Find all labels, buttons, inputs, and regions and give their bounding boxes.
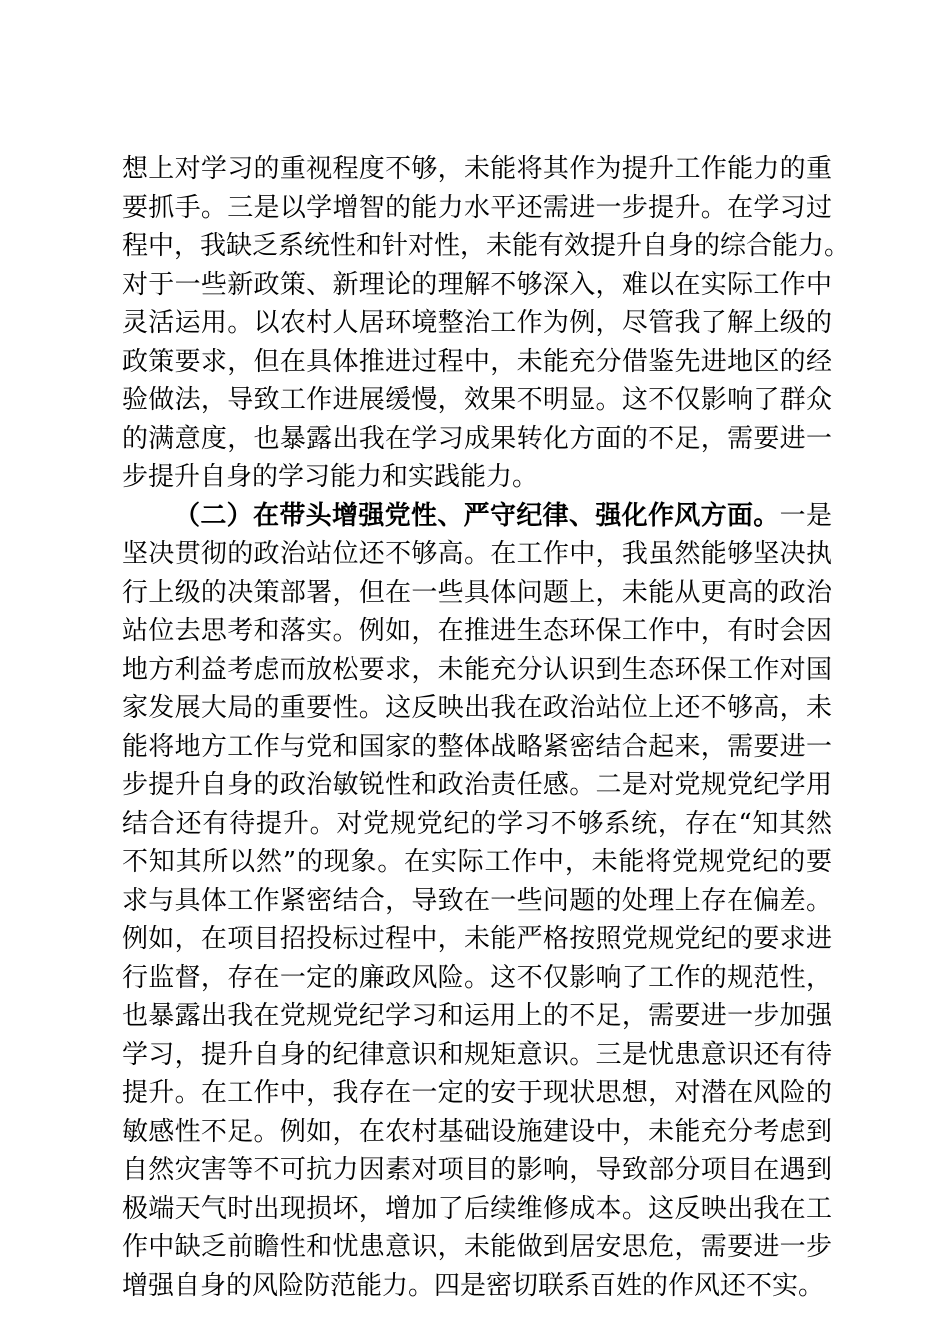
text-line: 极端天气时出现损坏，增加了后续维修成本。这反映出我在工: [122, 1193, 832, 1224]
text-line: 行上级的决策部署，但在一些具体问题上，未能从更高的政治: [122, 577, 832, 608]
text-line: 结合还有待提升。对党规党纪的学习不够系统，存在“知其然: [122, 808, 832, 839]
text-line: 想上对学习的重视程度不够，未能将其作为提升工作能力的重: [122, 154, 832, 184]
text-line: 地方利益考虑而放松要求，未能充分认识到生态环保工作对国: [122, 654, 832, 685]
text-line: 自然灾害等不可抗力因素对项目的影响，导致部分项目在遇到: [122, 1155, 832, 1185]
document-body: [122, 150, 851, 1305]
text-line: 要抓手。三是以学增智的能力水平还需进一步提升。在学习过: [122, 192, 832, 223]
text-line: 也暴露出我在党规党纪学习和运用上的不足，需要进一步加强: [122, 1001, 832, 1031]
section-heading-line: [122, 497, 832, 536]
text-line: 敏感性不足。例如，在农村基础设施建设中，未能充分考虑到: [122, 1116, 832, 1147]
text-line: 坚决贯彻的政治站位还不够高。在工作中，我虽然能够坚决执: [122, 539, 832, 569]
text-line: 增强自身的风险防范能力。四是密切联系百姓的作风还不实。: [122, 1270, 825, 1301]
text-line: 作中缺乏前瞻性和忧患意识，未能做到居安思危，需要进一步: [122, 1232, 832, 1262]
text-line: 站位去思考和落实。例如，在推进生态环保工作中，有时会因: [122, 616, 832, 646]
text-line: 例如，在项目招投标过程中，未能严格按照党规党纪的要求进: [122, 924, 832, 954]
text-line: 政策要求，但在具体推进过程中，未能充分借鉴先进地区的经: [122, 346, 832, 377]
text-line: 步提升自身的学习能力和实践能力。: [122, 462, 539, 492]
text-line: 对于一些新政策、新理论的理解不够深入，难以在实际工作中: [122, 269, 832, 300]
text-line: 提升。在工作中，我存在一定的安于现状思想，对潜在风险的: [122, 1078, 832, 1108]
text-line: 不知其所以然”的现象。在实际工作中，未能将党规党纪的要: [122, 847, 832, 877]
text-line: 求与具体工作紧密结合，导致在一些问题的处理上存在偏差。: [122, 885, 832, 916]
text-line: 程中，我缺乏系统性和针对性，未能有效提升自身的综合能力。: [122, 231, 851, 261]
heading-line-rest: 一是: [779, 500, 832, 531]
section-heading: （二）在带头增强党性、严守纪律、强化作风方面。: [174, 500, 780, 531]
text-line: 学习，提升自身的纪律意识和规矩意识。三是忧患意识还有待: [122, 1039, 832, 1070]
paragraph-1: [122, 150, 851, 497]
paragraph-2: [122, 497, 832, 1306]
text-line: 灵活运用。以农村人居环境整治工作为例，尽管我了解上级的: [122, 308, 832, 338]
text-line: 能将地方工作与党和国家的整体战略紧密结合起来，需要进一: [122, 731, 832, 762]
text-line: 家发展大局的重要性。这反映出我在政治站位上还不够高，未: [122, 693, 832, 723]
text-line: 的满意度，也暴露出我在学习成果转化方面的不足，需要进一: [122, 423, 832, 454]
text-line: 步提升自身的政治敏锐性和政治责任感。二是对党规党纪学用: [122, 770, 832, 800]
text-line: 行监督，存在一定的廉政风险。这不仅影响了工作的规范性，: [122, 962, 832, 993]
text-line: 验做法，导致工作进展缓慢，效果不明显。这不仅影响了群众: [122, 385, 832, 415]
